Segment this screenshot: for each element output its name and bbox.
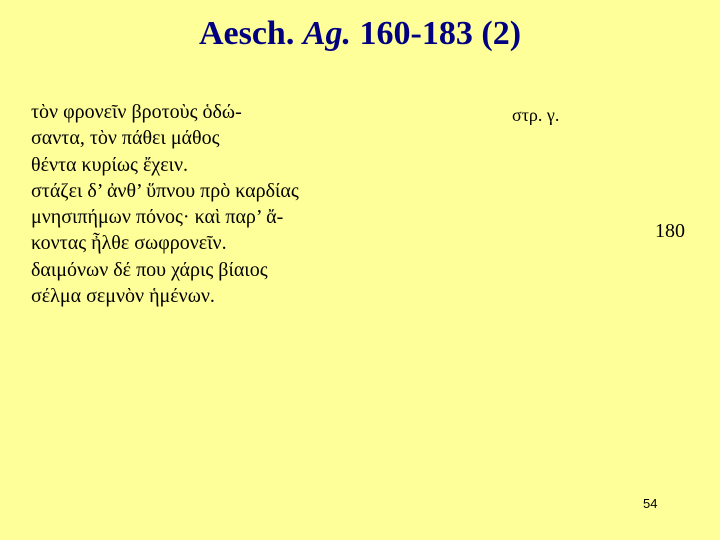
title-range: 160-183 (2) <box>359 15 522 52</box>
verse-line: μνησιπήμων πόνος· καὶ παρ’ ἄ- <box>31 206 284 229</box>
verse-line: θέντα κυρίως ἔχειν. <box>31 153 189 176</box>
verse-line: σέλμα σεμνὸν ἡμένων. <box>31 285 215 308</box>
title-author: Aesch. <box>198 15 295 52</box>
verse-line: στάζει δ’ ἀνθ’ ὕπνου πρὸ καρδίας <box>31 179 299 202</box>
greek-verse-passage <box>31 99 299 309</box>
line-number: 180 <box>655 220 685 242</box>
page-number: 54 <box>643 496 658 511</box>
verse-line: δαιμόνων δέ που χάρις βίαιος <box>31 258 268 281</box>
title-work: Ag. <box>302 15 352 52</box>
strophe-marker: στρ. γ. <box>512 105 560 125</box>
verse-line: κοντας ἦλθε σωφρονεῖν. <box>31 232 227 255</box>
verse-line: τὸν φρονεῖν βροτοὺς ὁδώ- <box>31 101 242 123</box>
verse-line: σαντα, τὸν πάθει μάθος <box>31 127 220 150</box>
slide-title <box>0 12 720 56</box>
